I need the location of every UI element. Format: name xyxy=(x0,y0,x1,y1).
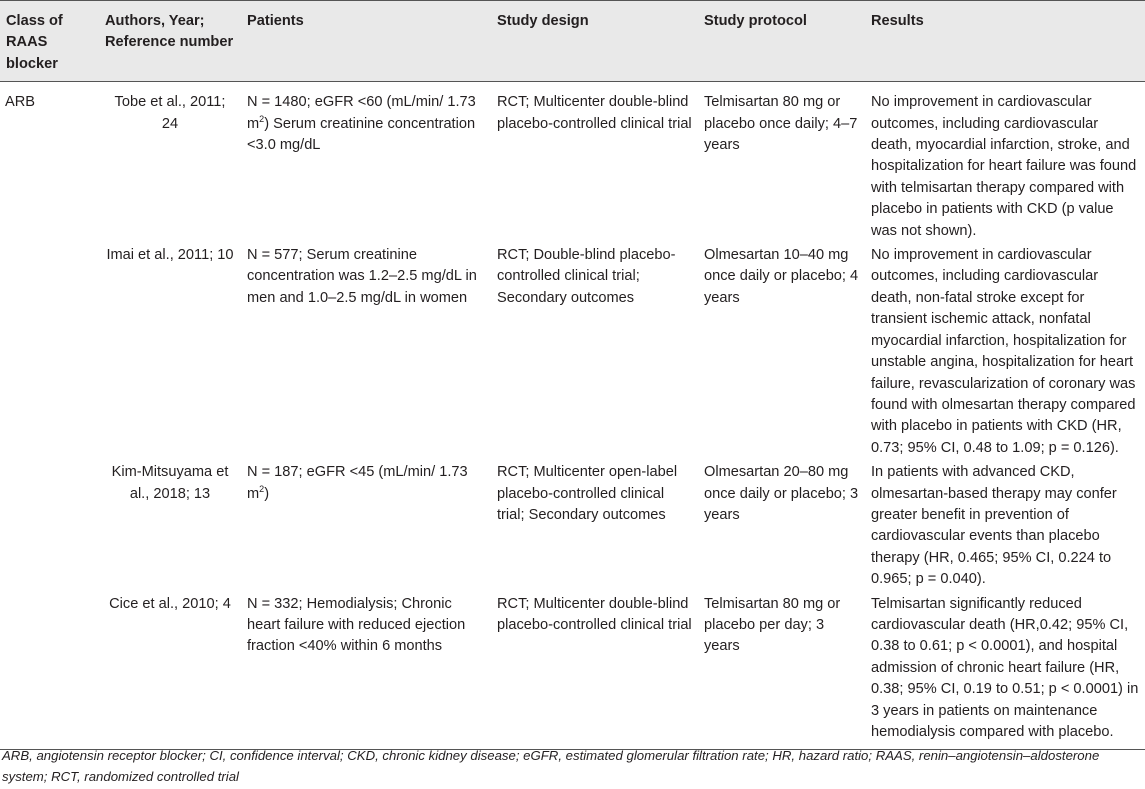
patients-text: N = 577; Serum creatinine concentration was 1.2–2.5 mg/dL in men and 1.0–2.5 mg/dL in women xyxy=(247,247,477,306)
table-header-row xyxy=(0,1,1145,82)
cell-class xyxy=(0,593,99,750)
patients-text-cont: ) Serum creatinine concentration <3.0 mg/dL xyxy=(247,115,476,154)
cell-study-design: RCT; Multicenter double-blind placebo-controlled clinical trial xyxy=(491,593,698,750)
cell-patients xyxy=(241,593,491,750)
table-row xyxy=(0,461,1145,592)
superscript: 2 xyxy=(259,483,265,494)
header-study-protocol: Study protocol xyxy=(698,1,865,82)
superscript: 2 xyxy=(259,113,265,124)
cell-patients xyxy=(241,461,491,592)
cell-study-protocol: Olmesartan 10–40 mg once daily or placebo; 4 years xyxy=(704,247,859,306)
cell-authors: Imai et al., 2011; 10 xyxy=(106,247,234,264)
cell-class xyxy=(0,461,99,592)
header-class: Class of RAAS blocker xyxy=(0,1,99,82)
cell-study-protocol: Olmesartan 20–80 mg once daily or placebo; 3 years xyxy=(704,464,859,523)
table-row xyxy=(0,82,1145,244)
cell-authors: Kim-Mitsuyama et al., 2018; 13 xyxy=(111,464,229,502)
cell-study-design: RCT; Double-blind placebo-controlled clinical trial; Secondary outcomes xyxy=(497,247,676,306)
cell-results: No improvement in cardiovascular outcomes, including cardiovascular death, non-fatal stroke except for transient ischemic attack, nonfatal myocardial infarction, hospitalization for unstable angina, hospitalization for heart failure, revascularization of coronary was found with olmesartan therapy compared with placebo in patients with CKD (HR, 0.73; 95% CI, 0.48 to 1.09; p = 0.126). xyxy=(871,247,1136,456)
cell-study-protocol: Telmisartan 80 mg or placebo once daily; 4–7 years xyxy=(704,94,858,154)
cell-results: In patients with advanced CKD, olmesartan-based therapy may confer greater benefit in prevention of cardiovascular events than placebo therapy (HR, 0.465; 95% CI, 0.224 to 0.965; p = 0.040). xyxy=(871,464,1117,588)
header-study-design: Study design xyxy=(491,1,698,82)
cell-results: No improvement in cardiovascular outcomes, including cardiovascular death, myocardial infarction, stroke, and hospitalization for heart failure was found with telmisartan therapy compared with placebo in patients with CKD (p value was not shown). xyxy=(871,94,1137,239)
cell-class: ARB xyxy=(5,94,36,111)
header-patients: Patients xyxy=(241,1,491,82)
cell-results: Telmisartan significantly reduced cardiovascular death (HR,0.42; 95% CI, 0.38 to 0.61; p < 0.0001), and hospital admission of chronic heart failure (HR, 0.38; 95% CI, 0.19 to 0.51; p < 0.0001) in 3 years in patients on maintenance hemodialysis compared with placebo. xyxy=(865,593,1145,750)
patients-text: N = 1480; eGFR <60 (mL/min/ 1.73 m xyxy=(247,94,476,132)
cell-study-protocol: Telmisartan 80 mg or placebo per day; 3 years xyxy=(698,593,865,750)
patients-text: N = 332; Hemodialysis; Chronic heart failure with reduced ejection fraction <40% within 6 months xyxy=(247,595,466,655)
table-row xyxy=(0,244,1145,461)
cell-patients xyxy=(241,82,491,244)
cell-study-design: RCT; Multicenter double-blind placebo-controlled clinical trial xyxy=(497,94,692,132)
table-row xyxy=(0,593,1145,750)
cell-class xyxy=(0,244,99,461)
patients-text: N = 187; eGFR <45 (mL/min/ 1.73 m xyxy=(247,464,468,502)
cell-study-design: RCT; Multicenter open-label placebo-controlled clinical trial; Secondary outcomes xyxy=(497,464,678,523)
cell-patients xyxy=(241,244,491,461)
cell-authors: Cice et al., 2010; 4 xyxy=(99,593,241,750)
patients-text-cont: ) xyxy=(264,485,270,502)
header-authors: Authors, Year; Reference number xyxy=(99,1,241,82)
cell-authors: Tobe et al., 2011; 24 xyxy=(114,94,226,132)
table-footnote: ARB, angiotensin receptor blocker; CI, confidence interval; CKD, chronic kidney disease; eGFR, estimated glomerular filtration rate; HR, hazard ratio; RAAS, renin–angiotensin–aldosterone system; RCT, randomized controlled trial xyxy=(2,748,1100,784)
header-results: Results xyxy=(865,1,1145,82)
